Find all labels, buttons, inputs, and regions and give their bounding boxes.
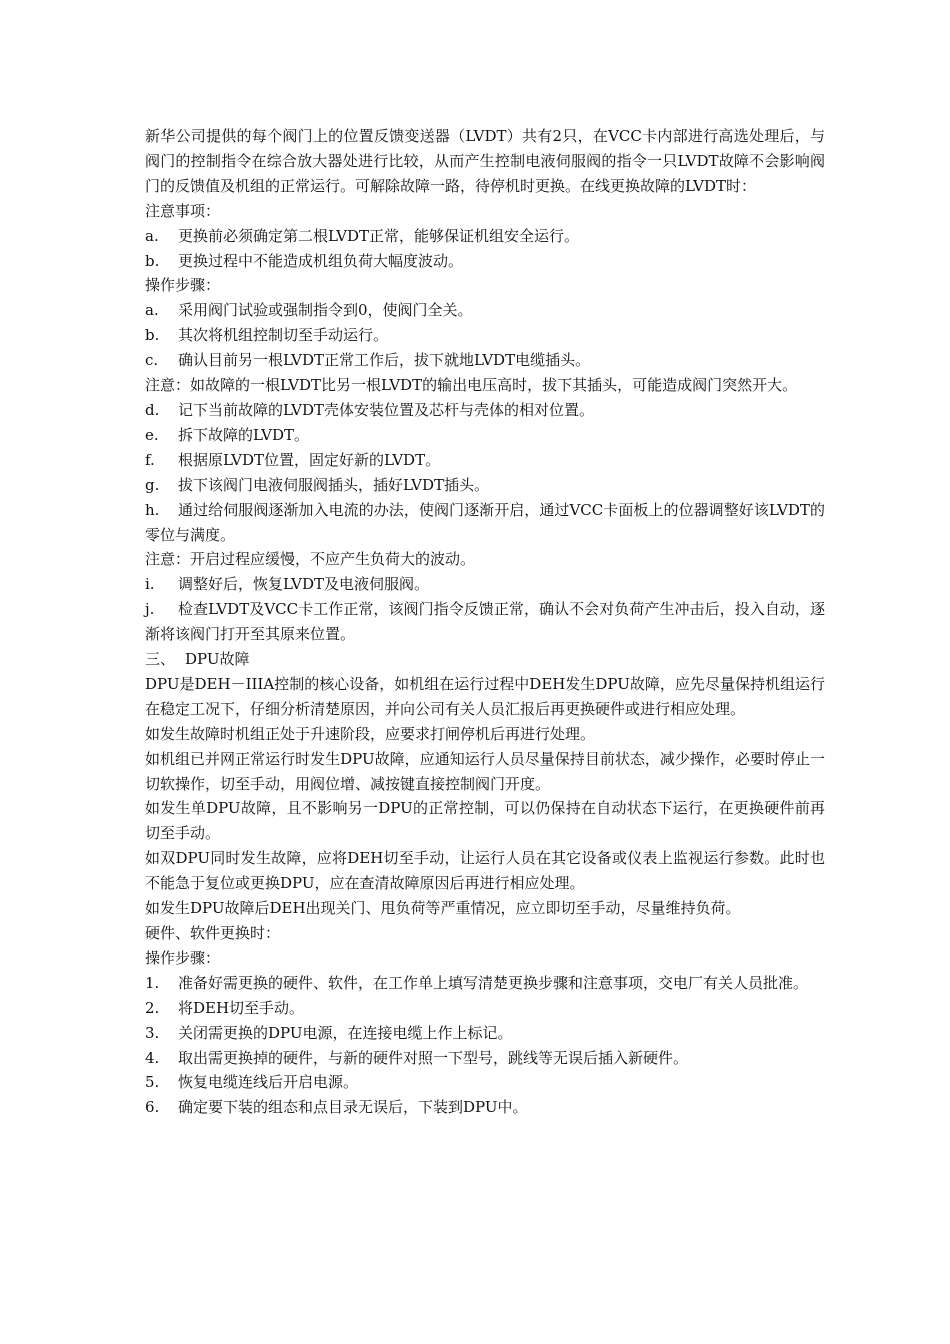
- hw-sw-heading: 硬件、软件更换时：: [145, 924, 281, 942]
- step-text: 记下当前故障的LVDT壳体安装位置及芯杆与壳体的相对位置。: [178, 400, 595, 419]
- step-marker: c.: [145, 351, 159, 370]
- step-item: [145, 572, 825, 597]
- numbered-text: 准备好需更换的硬件、软件，在工作单上填写清楚更换步骤和注意事项，交电厂有关人员批准。: [178, 973, 809, 992]
- dpu-paragraph: 如机组已并网正常运行时发生DPU故障，应通知运行人员尽量保持目前状态，减少操作，必要时停止一切软操作，切至手动，用阀位增、减按键直接控制阀门开度。: [145, 749, 825, 793]
- step-text: 通过给伺服阀逐渐加入电流的办法，使阀门逐渐开启，通过VCC卡面板上的位器调整好该LVDT的零位与满度。: [145, 500, 825, 544]
- step-item: [145, 448, 825, 473]
- step-marker: a.: [145, 301, 159, 320]
- numbered-item: [145, 1021, 825, 1046]
- numbered-text: 取出需更换掉的硬件，与新的硬件对照一下型号，跳线等无误后插入新硬件。: [178, 1048, 689, 1067]
- section-title: DPU故障: [185, 650, 250, 669]
- numbered-item: [145, 1070, 825, 1095]
- dpu-paragraph: 如发生DPU故障后DEH出现关门、甩负荷等严重情况，应立即切至手动，尽量维持负荷。: [145, 899, 741, 918]
- step-text: 根据原LVDT位置，固定好新的LVDT。: [178, 450, 441, 469]
- numbered-marker: 4.: [145, 1048, 160, 1067]
- note-marker: b.: [145, 251, 160, 270]
- step-text: 确认目前另一根LVDT正常工作后，拔下就地LVDT电缆插头。: [178, 351, 591, 370]
- step-item-wrapping: [145, 597, 825, 647]
- caution-paragraph: 注意：如故障的一根LVDT比另一根LVDT的输出电压高时，拔下其插头，可能造成阀门突然开大。: [145, 376, 798, 395]
- numbered-text: 关闭需更换的DPU电源，在连接电缆上作上标记。: [178, 1023, 513, 1042]
- step-item: [145, 323, 825, 348]
- step-item: [145, 348, 825, 373]
- steps-heading: 操作步骤：: [145, 276, 221, 295]
- numbered-text: 将DEH切至手动。: [178, 998, 305, 1017]
- dpu-paragraph: 如发生单DPU故障，且不影响另一DPU的正常控制，可以仍保持在自动状态下运行，在更换硬件前再切至手动。: [145, 799, 825, 843]
- step-text: 检查LVDT及VCC卡工作正常，该阀门指令反馈正常，确认不会对负荷产生冲击后，投入自动，逐渐将该阀门打开至其原来位置。: [145, 600, 825, 644]
- step-item: [145, 473, 825, 498]
- numbered-item: [145, 1046, 825, 1071]
- dpu-paragraph: 如发生故障时机组正处于升速阶段，应要求打闸停机后再进行处理。: [145, 724, 596, 743]
- step-marker: f.: [145, 450, 155, 469]
- numbered-marker: 5.: [145, 1073, 160, 1092]
- numbered-item: [145, 996, 825, 1021]
- numbered-marker: 2.: [145, 998, 160, 1017]
- step-text: 其次将机组控制切至手动运行。: [178, 326, 389, 345]
- numbered-marker: 3.: [145, 1023, 160, 1042]
- note-marker: a.: [145, 226, 159, 245]
- intro-paragraph: 新华公司提供的每个阀门上的位置反馈变送器（LVDT）共有2只，在VCC卡内部进行高选处理后，与阀门的控制指令在综合放大器处进行比较，从而产生控制电液伺服阀的指令一只LVDT故障不会影响阀门的反馈值及机组的正常运行。可解除故障一路，待停机时更换。在线更换故障的LVDT时：: [145, 127, 825, 195]
- step-marker: e.: [145, 425, 159, 444]
- step-marker: d.: [145, 400, 160, 419]
- numbered-text: 恢复电缆连线后开启电源。: [178, 1073, 359, 1092]
- numbered-marker: 6.: [145, 1098, 160, 1117]
- document-body: [145, 124, 825, 1120]
- dpu-paragraph: 如双DPU同时发生故障，应将DEH切至手动，让运行人员在其它设备或仪表上监视运行参数。此时也不能急于复位或更换DPU，应在查清故障原因后再进行相应处理。: [145, 849, 825, 893]
- step-text: 拆下故障的LVDT。: [178, 425, 310, 444]
- section-number: 三、: [145, 650, 176, 669]
- step-item: [145, 398, 825, 423]
- note-text: 更换前必须确定第二根LVDT正常，能够保证机组安全运行。: [178, 226, 580, 245]
- numbered-item: [145, 1095, 825, 1120]
- step-text: 调整好后，恢复LVDT及电液伺服阀。: [178, 575, 430, 594]
- step-marker: i.: [145, 575, 155, 594]
- step-text: 采用阀门试验或强制指令到0，使阀门全关。: [178, 301, 473, 320]
- caution-paragraph: 注意：开启过程应缓慢，不应产生负荷大的波动。: [145, 550, 476, 569]
- dpu-paragraph: DPU是DEH－IIIA控制的核心设备，如机组在运行过程中DEH发生DPU故障，应先尽量保持机组运行在稳定工况下，仔细分析清楚原因，并向公司有关人员汇报后再更换硬件或进行相应处理。: [145, 674, 825, 718]
- section-heading: [145, 647, 825, 672]
- note-item: [145, 249, 825, 274]
- numbered-item-wrapping: [145, 971, 825, 996]
- note-text: 更换过程中不能造成机组负荷大幅度波动。: [178, 251, 464, 270]
- numbered-text: 确定要下装的组态和点目录无误后，下装到DPU中。: [178, 1098, 528, 1117]
- step-marker: j.: [145, 600, 155, 619]
- numbered-marker: 1.: [145, 973, 160, 992]
- step-item: [145, 423, 825, 448]
- step-item-wrapping: [145, 498, 825, 548]
- notes-heading: 注意事项：: [145, 201, 221, 220]
- step-text: 拔下该阀门电液伺服阀插头，插好LVDT插头。: [178, 475, 490, 494]
- step-marker: g.: [145, 475, 160, 494]
- step-marker: h.: [145, 500, 160, 519]
- note-item: [145, 224, 825, 249]
- steps-heading: 操作步骤：: [145, 948, 221, 967]
- step-item: [145, 298, 825, 323]
- step-marker: b.: [145, 326, 160, 345]
